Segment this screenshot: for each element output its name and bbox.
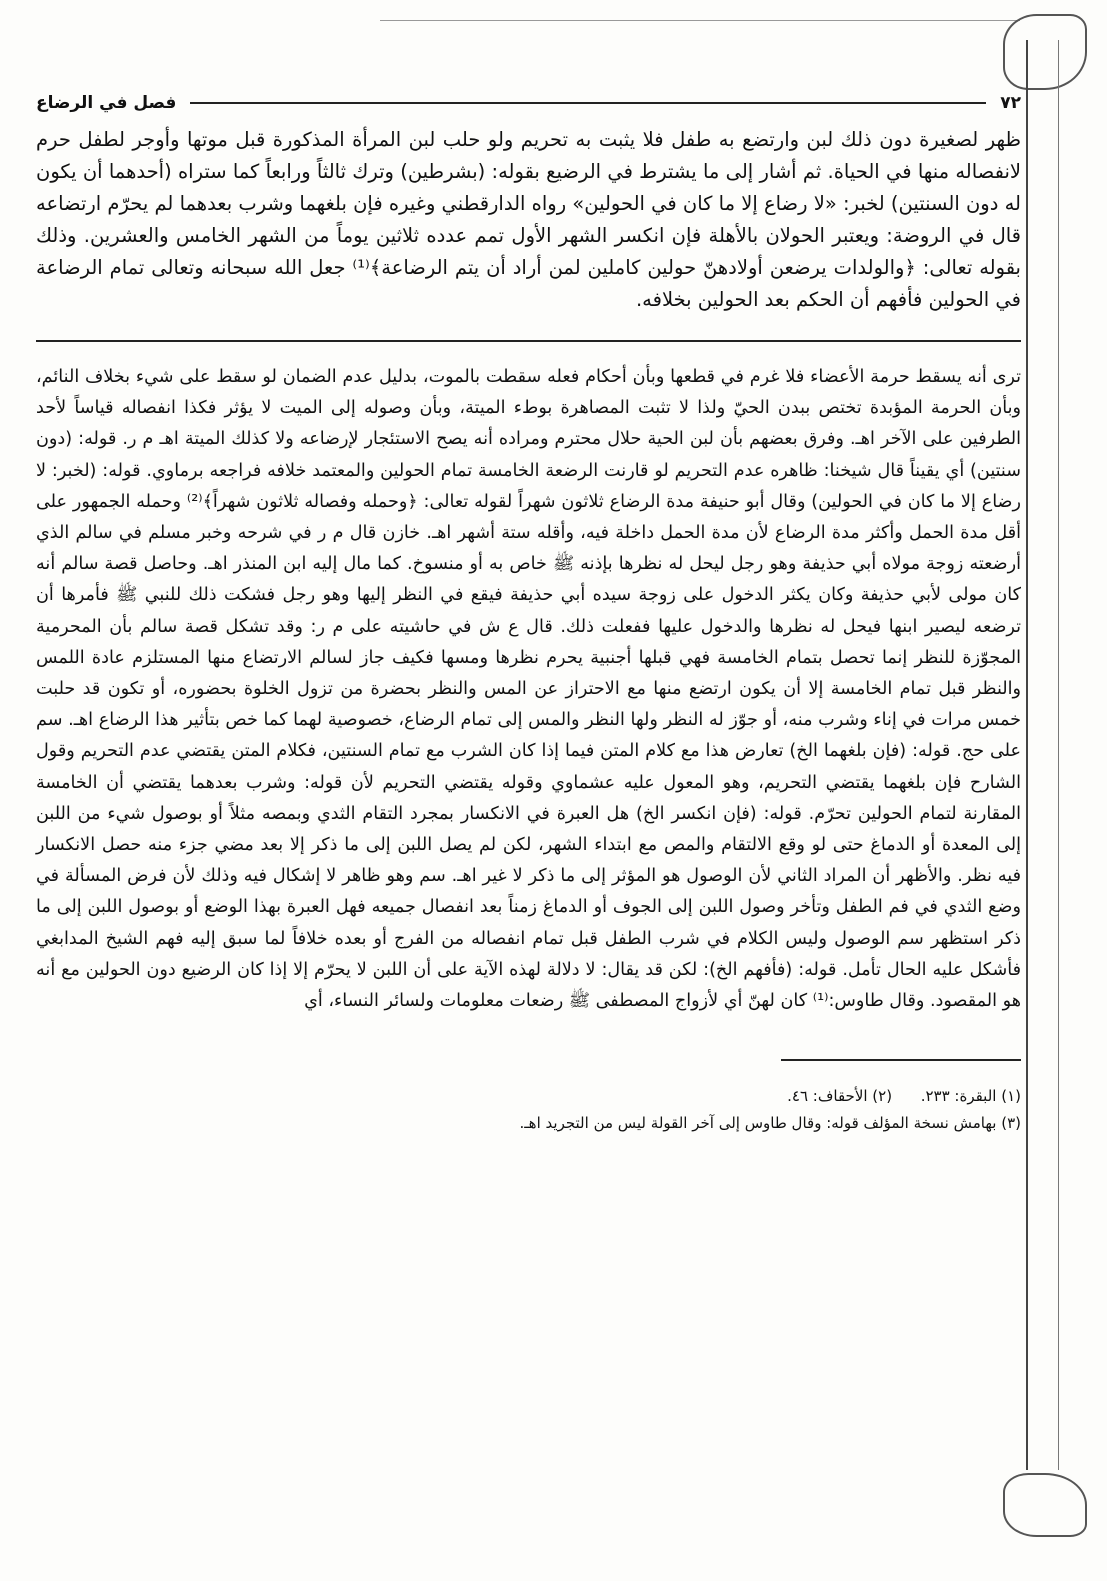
footnote-rule — [781, 1059, 1021, 1061]
commentary-paragraph: ترى أنه يسقط حرمة الأعضاء فلا غرم في قطعها وبأن أحكام فعله سقطت بالموت، بدليل عدم الضمان لو سقط على شيء بخلاف النائم، وبأن الحرمة المؤبدة تختص ببدن الحيّ ولذا لا تثبت المصاهرة بوطء الميتة، وبأن وصوله إلى الميت لا يؤثر فكذا انفصاله قياساً لأحد الطرفين على الآخر اهـ. وفرق بعضهم بأن لبن الحية حلال محترم ومراده أنه يصح الاستئجار لإرضاعه ولا كذلك الميتة اهـ م ر. قوله: (دون سنتين) أي يقيناً قال شيخنا: ظاهره عدم التحريم لو قارنت الرضعة الخامسة تمام الحولين والمعتمد خلافه فراجعه برماوي. قوله: (لخبر: لا رضاع إلا ما كان في الحولين) وقال أبو حنيفة مدة الرضاع ثلاثون شهراً لقوله تعالى: ﴿وحمله وفصاله ثلاثون شهراً﴾⁽²⁾ وحمله الجمهور على أقل مدة الحمل وأكثر مدة الرضاع لأن مدة الحمل داخلة فيه، وأقله ستة أشهر اهـ. خازن قال م ر في شرحه وخبر مسلم في سالم الذي أرضعته زوجة مولاه أبي حذيفة وهو رجل ليحل له نظرها بإذنه ﷺ خاص به أو منسوخ. كما مال إليه ابن المنذر اهـ. وحاصل قصة سالم أنه كان مولى لأبي حذيفة وكان يكثر الدخول على زوجة سيده أبي حذيفة فيقع في النظر إليها وهو رجل فشكت ذلك للنبي ﷺ فأمرها أن ترضعه ليصير ابنها فيحل له نظرها والدخول عليها ففعلت ذلك. قال ع ش في حاشيته على م ر: وقد تشكل قصة سالم بأن المحرمية المجوّزة للنظر إنما تحصل بتمام الخامسة فهي قبلها أجنبية يحرم نظرها ومسها فكيف جاز لسالم الارتضاع منها المستلزم عادة اللمس والنظر قبل تمام الخامسة إلا أن يكون ارتضع منها مع الاحتراز عن المس والنظر بحضرة من تزول الخلوة بحضوره، أو تكون قد حلبت خمس مرات في إناء وشرب منه، أو جوّز له النظر ولها النظر والمس إلى تمام الرضاع، خصوصية لهما كما خص بتأثير هذا الرضاع اهـ. سم على حج. قوله: (فإن بلغهما الخ) تعارض هذا مع كلام المتن فيما إذا كان الشرب مع تمام السنتين، فكلام المتن يقتضي عدم التحريم وقول الشارح فإن بلغهما يقتضي التحريم، وهو المعول عليه عشماوي وقوله يقتضي التحريم لأن قوله: وشرب بعدهما يقتضي أن الخامسة المقارنة لتمام الحولين تحرّم. قوله: (فإن انكسر الخ) هل العبرة في الانكسار بمجرد التقام الثدي وبمصه مثلاً أو بوصول شيء من اللبن إلى المعدة أو الدماغ حتى لو وقع الالتقام والمص مع ابتداء الشهر، لكن لم يصل اللبن إلى ما ذكر إلا بعد مضي جزء منه حصل الانكسار فيه نظر. والأظهر أن المراد الثاني لأن الوصول هو المؤثر إلى ما ذكر لا غير اهـ. سم وهو ظاهر لا إشكال فيه وذلك لأن فرض المسألة في وضع الثدي في فم الطفل وتأخر وصول اللبن إلى الجوف أو الدماغ زمناً بعد انفصال جميعه فهل العبرة بهذا الوضع أو بوصول اللبن إلى ما ذكر استظهر سم الوصول وليس الكلام في شرب الطفل قبل تمام انفصاله من الفرج أو بعده خلافاً لما سبق إليه فهم الشيخ المدابغي فأشكل عليه الحال تأمل. قوله: (فأفهم الخ): لكن قد يقال: لا دلالة لهذه الآية على أن اللبن لا يحرّم إلا إذا كان الرضيع دون الحولين مع أنه هو المقصود. وقال طاوس:⁽¹⁾ كان لهنّ أي لأزواج المصطفى ﷺ رضعات معلومات ولسائر النساء، أي — [36, 367, 1021, 1012]
top-border-rule — [380, 20, 1020, 61]
main-text-block — [36, 124, 1021, 316]
page-header — [36, 90, 1021, 116]
footnote-line: (٣) بهامش نسخة المؤلف قوله: وقال طاوس إلى آخر القولة ليس من التجريد اهـ. — [519, 1114, 1021, 1133]
decorative-side-border — [1026, 40, 1059, 1470]
corner-ornament-bottom — [1003, 1473, 1087, 1537]
section-title: فصل في الرضاع — [36, 93, 177, 113]
page-number: ٧٢ — [1000, 93, 1021, 113]
page-content — [36, 90, 1021, 1137]
text-separator-rule — [36, 340, 1021, 342]
commentary-block — [36, 362, 1021, 1017]
main-text-paragraph: ظهر لصغيرة دون ذلك لبن وارتضع به طفل فلا يثبت به تحريم ولو حلب لبن المرأة المذكورة قبل موتها وأوجر لطفل حرم لانفصاله منها في الحياة. ثم أشار إلى ما يشترط في الرضيع بقوله: (بشرطين) وترك ثالثاً ورابعاً كما ستراه (أحدهما أن يكون له دون السنتين) لخبر: «لا رضاع إلا ما كان في الحولين» رواه الدارقطني وغيره فإن بلغهما وشرب بعدهما لم يحرّم ارتضاعه قال في الروضة: ويعتبر الحولان بالأهلة فإن انكسر الشهر الأول تمم عدده ثلاثين يوماً من الشهر الخامس والعشرين. وذلك بقوله تعالى: ﴿والولدات يرضعن أولادهنّ حولين كاملين لمن أراد أن يتم الرضاعة﴾⁽¹⁾ جعل الله سبحانه وتعالى تمام الرضاعة في الحولين فأفهم أن الحكم بعد الحولين بخلافه. — [36, 128, 1021, 311]
footnotes-block — [36, 1083, 1021, 1137]
footnote-line: (١) البقرة: ٢٣٣. (٢) الأحقاف: ٤٦. — [787, 1087, 1021, 1106]
header-rule — [190, 102, 986, 104]
